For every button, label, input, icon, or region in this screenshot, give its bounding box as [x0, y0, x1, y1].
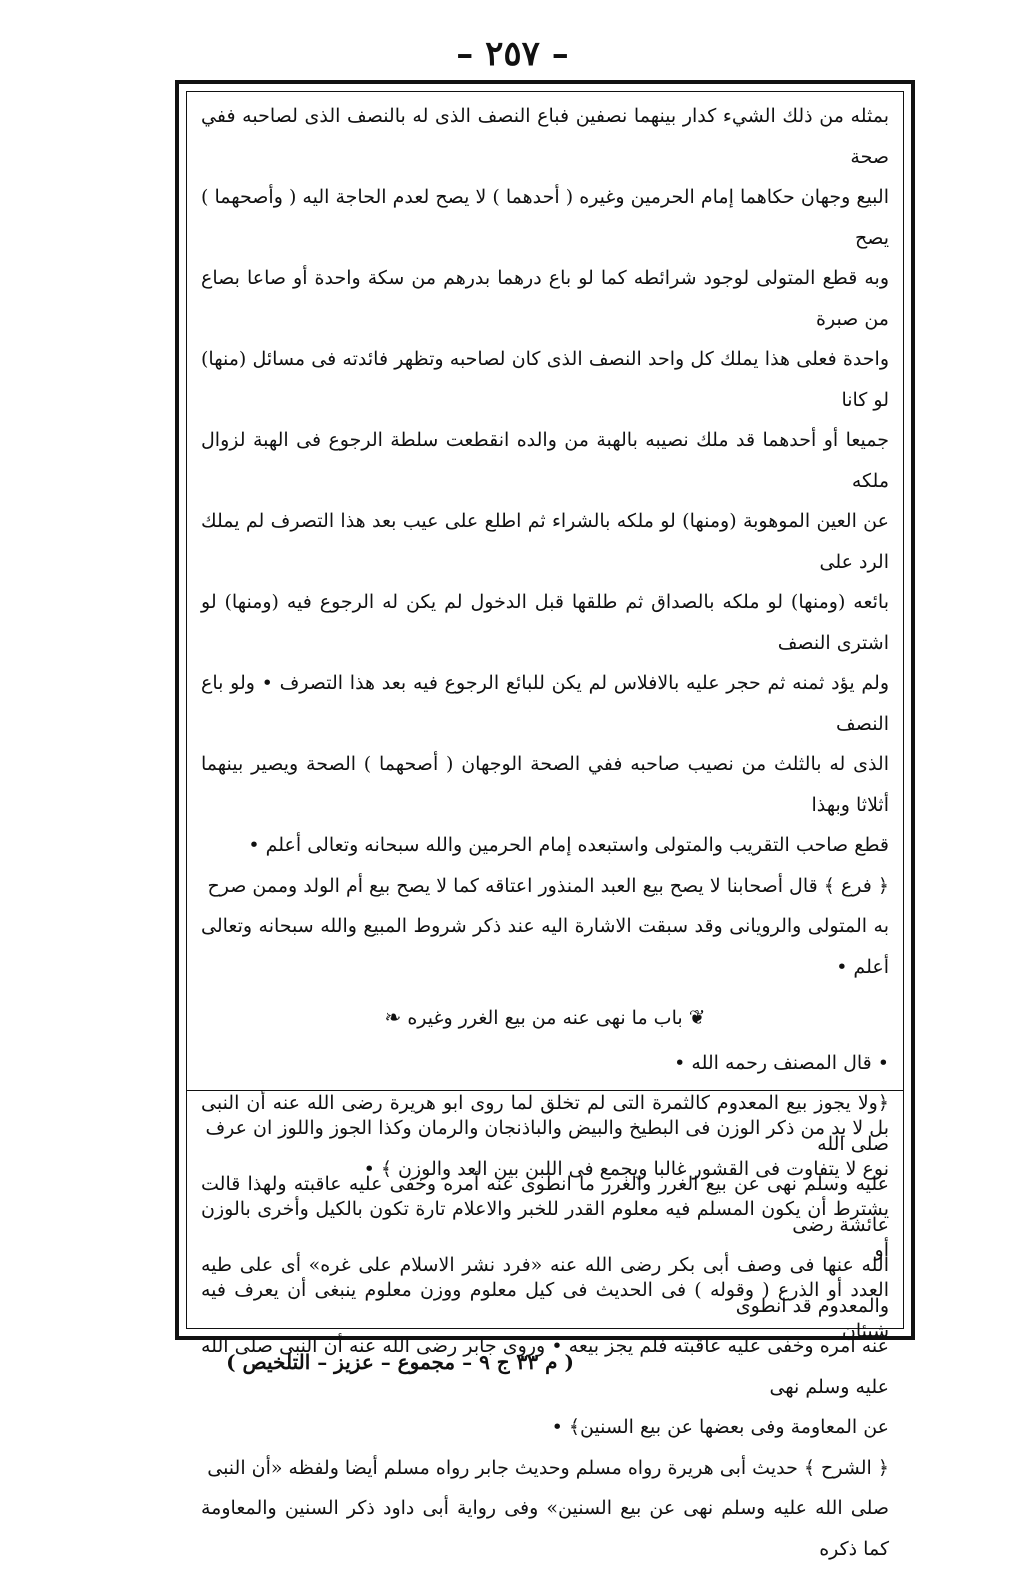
text-line: عن العين الموهوبة (ومنها) لو ملكه بالشراء ثم اطلع على عيب بعد هذا التصرف لم يملك الرد على — [201, 510, 889, 573]
volume-signature: ( م ٣٣ ج ٩ – مجموع – عزيز – التلخيص ) — [226, 1350, 574, 1374]
footnote-line: يشترط أن يكون المسلم فيه معلوم القدر للخبر والاعلام تارة تكون بالكيل وأخرى بالوزن أو — [201, 1198, 889, 1261]
text-line: ﴿ فرع ﴾ قال أصحابنا لا يصح بيع العبد المنذور اعتاقه كما لا يصح بيع أم الولد وممن صرح — [207, 874, 889, 897]
ornament-icon: ❦ — [688, 1005, 706, 1029]
text-line: وبه قطع المتولى لوجود شرائطه كما لو باع درهما بدرهم من سكة واحدة أو صاعا بصاع من صبرة — [201, 267, 889, 330]
text-line: به المتولى والرويانى وقد سبقت الاشارة اليه عند ذكر شروط المبيع والله سبحانه وتعالى أعلم • — [201, 915, 889, 978]
footnote-block — [201, 1108, 889, 1351]
footnote-divider — [186, 1090, 904, 1091]
text-line: الله عنها فى وصف أبى بكر رضى الله عنه «فرد نشر الاسلام على غره» أى على طيه والمعدوم قد انطوى — [201, 1254, 889, 1317]
text-line: • قال المصنف رحمه الله • — [674, 1051, 889, 1074]
text-line: واحدة فعلى هذا يملك كل واحد النصف الذى كان لصاحبه وتظهر فائدته فى مسائل (منها) لو كانا — [201, 348, 889, 411]
text-line: ﴿ الشرح ﴾ حديث أبى هريرة رواه مسلم وحديث جابر رواه مسلم أيضا ولفظه «أن النبى — [207, 1456, 889, 1479]
text-line: بائعه (ومنها) لو ملكه بالصداق ثم طلقها قبل الدخول لم يكن له الرجوع فيه (ومنها) لو اشترى النصف — [201, 591, 889, 654]
section-heading-text: باب ما نهى عنه من بيع الغرر وغيره — [407, 1007, 683, 1029]
footnote-line: نوع لا يتفاوت فى القشور غالبا ويجمع فى اللبن بين العد والوزن ﴾ • — [363, 1157, 889, 1180]
text-line: ولم يؤد ثمنه ثم حجر عليه بالافلاس لم يكن للبائع الرجوع فيه بعد هذا التصرف • ولو باع النصف — [201, 672, 889, 735]
text-line: عليه وسلم نهى عن بيع الغرر والغرر ما انطوى عنه أمره وخفى عليه عاقبته ولهذا قالت عائشة رضى — [201, 1173, 889, 1236]
text-line: الذى له بالثلث من نصيب صاحبه ففي الصحة الوجهان ( أصحهما ) الصحة ويصير بينهما أثلاثا وبهذا — [201, 753, 889, 816]
footnote-line: بل لا بد من ذكر الوزن فى البطيخ والبيض والباذنجان والرمان وكذا الجوز واللوز ان عرف — [205, 1117, 889, 1139]
text-line: صلى الله عليه وسلم نهى عن بيع السنين» وفى رواية أبى داود ذكر السنين والمعاومة كما ذكره — [201, 1497, 889, 1560]
footnote-line: العدد أو الذرع ( وقوله ) فى الحديث فى كيل معلوم ووزن معلوم ينبغى أن يعرف فيه شيئان — [201, 1279, 889, 1342]
text-line: جميعا أو أحدهما قد ملك نصيبه بالهبة من والده انقطعت سلطة الرجوع فى الهبة لزوال ملكه — [201, 429, 889, 492]
text-line: عنه امره وخفى عليه عاقبته فلم يجز بيعه • وروى جابر رضى الله عنه أن النبى صلى الله عليه وسلم نهى — [201, 1335, 889, 1398]
text-line: بمثله من ذلك الشيء كدار بينهما نصفين فباع النصف الذى له بالنصف الذى لصاحبه ففي صحة — [201, 105, 889, 168]
text-line: قطع صاحب التقريب والمتولى واستبعده إمام الحرمين والله سبحانه وتعالى أعلم • — [248, 834, 889, 856]
text-line: ﴿ولا يجوز بيع المعدوم كالثمرة التى لم تخلق لما روى ابو هريرة رضى الله عنه أن النبى صلى الله — [201, 1092, 889, 1155]
text-line: عن المعاومة وفى بعضها عن بيع السنين﴾ • — [551, 1416, 889, 1438]
text-line: البيع وجهان حكاهما إمام الحرمين وغيره ( أحدهما ) لا يصح لعدم الحاجة اليه ( وأصحهما ) يصح — [201, 186, 889, 249]
section-heading — [201, 997, 889, 1039]
page-number: – ٢٥٧ – — [456, 34, 569, 74]
ornament-icon: ❧ — [384, 1005, 402, 1029]
